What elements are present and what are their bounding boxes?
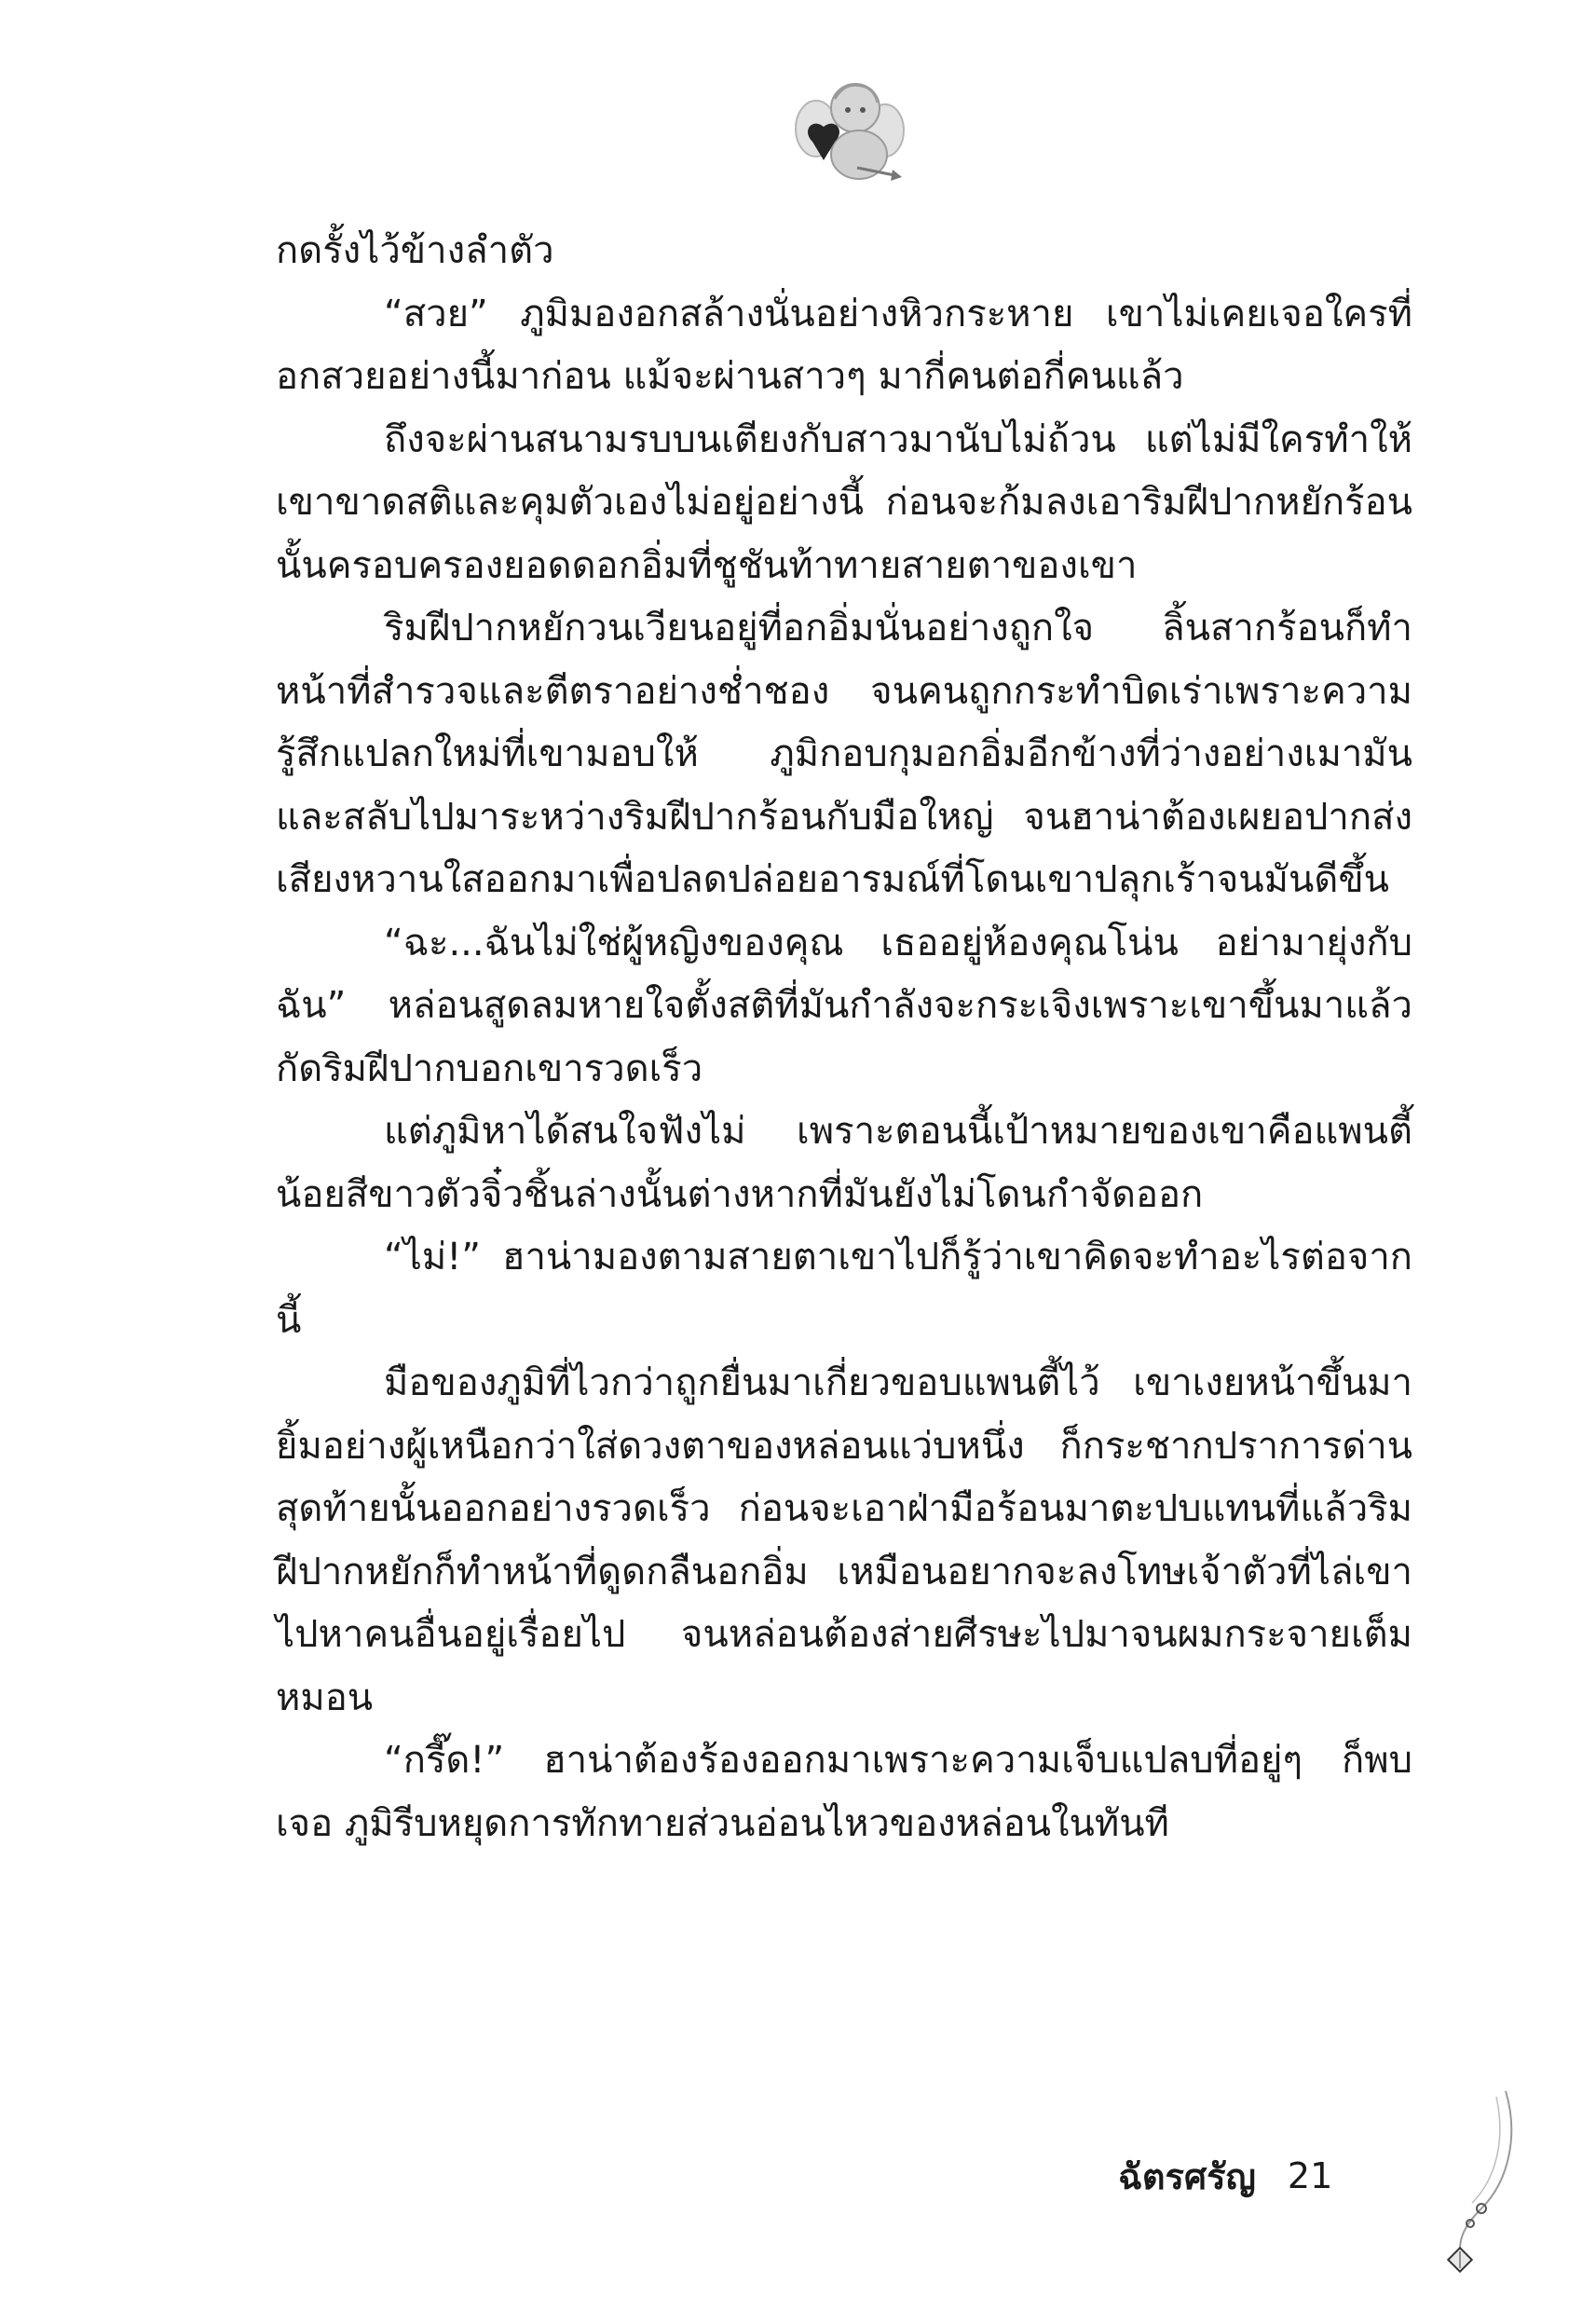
necklace-icon (1416, 2087, 1519, 2274)
page-footer (1118, 2143, 1332, 2208)
paragraph-9: “กรี๊ด!” ฮาน่าต้องร้องออกมาเพราะความเจ็บแปลบที่อยู่ๆ ก็พบเจอ ภูมิรีบหยุดการทักทายส่วนอ่อนไหวของหล่อนในทันที (276, 1739, 1412, 1845)
cupid-heart-icon (788, 75, 909, 186)
author-name: ฉัตรศรัญ (1118, 2155, 1256, 2197)
paragraph-3: ถึงจะผ่านสนามรบบนเตียงกับสาวมานับไม่ถ้วน แต่ไม่มีใครทำให้เขาขาดสติและคุมตัวเองไม่อยู่อย่างนี้ ก่อนจะก้มลงเอาริมฝีปากหยักร้อนนั้นครอบครองยอดดอกอิ่มที่ชูชันท้าทายสายตาของเขา (276, 417, 1412, 587)
paragraph-1: กดรั้งไว้ข้างลำตัว (276, 229, 554, 272)
paragraph-4: ริมฝีปากหยักวนเวียนอยู่ที่อกอิ่มนั่นอย่างถูกใจ ลิ้นสากร้อนก็ทำหน้าที่สำรวจและตีตราอย่างช่ำชอง จนคนถูกกระทำบิดเร่าเพราะความรู้สึกแปลกใหม่ที่เขามอบให้ ภูมิกอบกุมอกอิ่มอีกข้างที่ว่างอย่างเมามัน และสลับไปมาระหว่างริมฝีปากร้อนกับมือใหญ่ จนฮาน่าต้องเผยอปากส่งเสียงหวานใสออกมาเพื่อปลดปล่อยอารมณ์ที่โดนเขาปลุกเร้าจนมันดีขึ้น (276, 607, 1412, 901)
paragraph-6: แต่ภูมิหาได้สนใจฟังไม่ เพราะตอนนี้เป้าหมายของเขาคือแพนตี้น้อยสีขาวตัวจิ๋วชิ้นล่างนั้นต่างหากที่มันยังไม่โดนกำจัดออก (276, 1110, 1412, 1216)
page-number: 21 (1287, 2155, 1333, 2196)
body-text (276, 220, 1412, 1855)
paragraph-8: มือของภูมิที่ไวกว่าถูกยื่นมาเกี่ยวขอบแพนตี้ไว้ เขาเงยหน้าขึ้นมายิ้มอย่างผู้เหนือกว่าใส่ดวงตาของหล่อนแว่บหนึ่ง ก็กระชากปราการด่านสุดท้ายนั้นออกอย่างรวดเร็ว ก่อนจะเอาฝ่ามือร้อนมาตะปบแทนที่แล้วริมฝีปากหยักก็ทำหน้าที่ดูดกลืนอกอิ่ม เหมือนอยากจะลงโทษเจ้าตัวที่ไล่เขาไปหาคนอื่นอยู่เรื่อยไป จนหล่อนต้องส่ายศีรษะไปมาจนผมกระจายเต็มหมอน (276, 1361, 1412, 1719)
paragraph-7: “ไม่!” ฮาน่ามองตามสายตาเขาไปก็รู้ว่าเขาคิดจะทำอะไรต่อจากนี้ (276, 1236, 1412, 1342)
paragraph-5: “ฉะ...ฉันไม่ใช่ผู้หญิงของคุณ เธออยู่ห้องคุณโน่น อย่ามายุ่งกับฉัน” หล่อนสูดลมหายใจตั้งสติที่มันกำลังจะกระเจิงเพราะเขาขึ้นมาแล้วกัดริมฝีปากบอกเขารวดเร็ว (276, 921, 1412, 1090)
paragraph-2: “สวย” ภูมิมองอกสล้างนั่นอย่างหิวกระหาย เขาไม่เคยเจอใครที่อกสวยอย่างนี้มาก่อน แม้จะผ่านสาวๆ มากี่คนต่อกี่คนแล้ว (276, 292, 1412, 398)
